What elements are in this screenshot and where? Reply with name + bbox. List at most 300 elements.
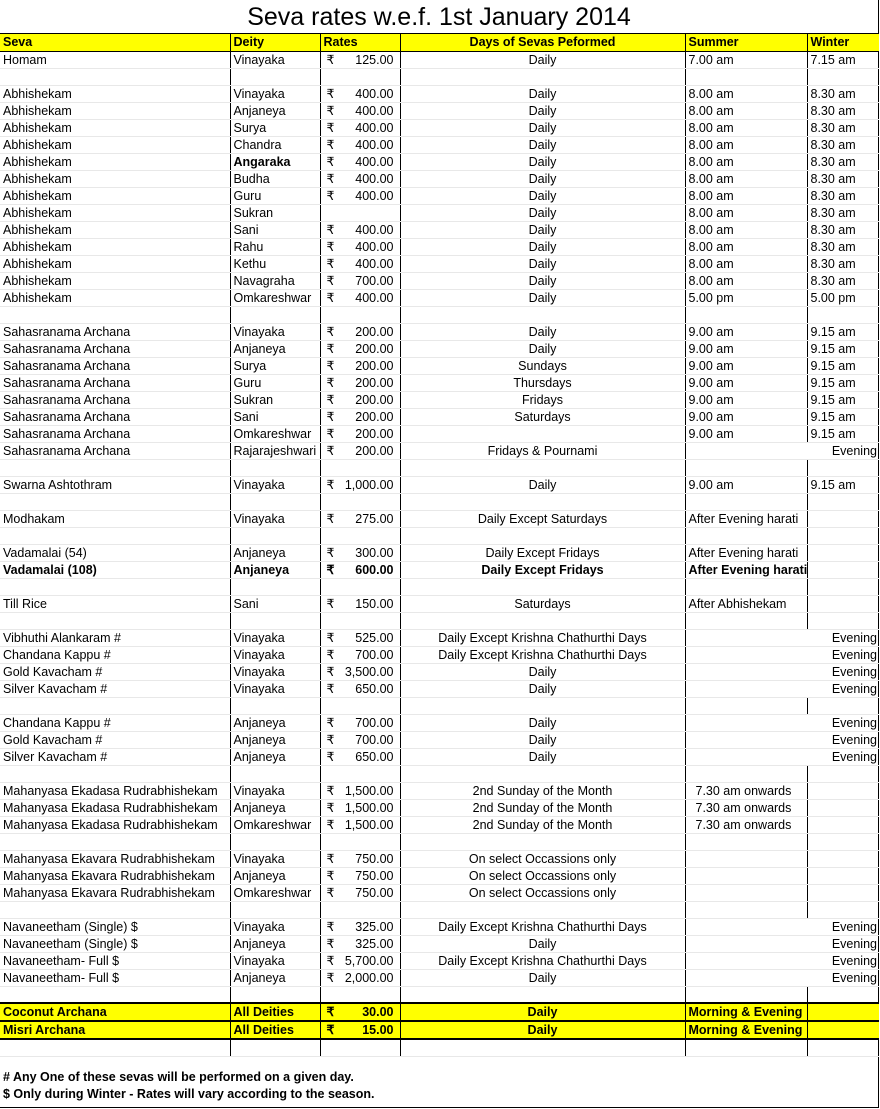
seva-cell: Navaneetham (Single) $ (0, 918, 230, 935)
rupee-icon: ₹ (326, 477, 335, 492)
rupee-icon: ₹ (326, 545, 335, 560)
timing-evening-cell: Evening (685, 935, 879, 952)
empty-cell (685, 901, 807, 918)
rate-cell (320, 323, 400, 340)
rupee-icon: ₹ (326, 443, 335, 458)
rupee-icon: ₹ (326, 239, 335, 254)
empty-cell (230, 578, 320, 595)
seva-cell: Abhishekam (0, 238, 230, 255)
rupee-icon: ₹ (326, 290, 335, 305)
empty-cell (0, 986, 230, 1003)
rate-amount: 200.00 (355, 358, 394, 373)
deity-cell: Navagraha (230, 272, 320, 289)
table-row (0, 136, 879, 153)
deity-cell: Anjaneya (230, 102, 320, 119)
seva-cell: Abhishekam (0, 102, 230, 119)
empty-cell (320, 901, 400, 918)
rate-cell (320, 85, 400, 102)
seva-cell: Mahanyasa Ekadasa Rudrabhishekam (0, 799, 230, 816)
table-row (0, 340, 879, 357)
summer-cell: 9.00 am (685, 374, 807, 391)
table-row (0, 816, 879, 833)
rupee-icon: ₹ (326, 681, 335, 696)
rate-cell (320, 357, 400, 374)
rupee-icon: ₹ (326, 426, 335, 441)
rate-amount: 200.00 (355, 324, 394, 339)
days-cell: Daily Except Saturdays (400, 510, 685, 527)
winter-cell: 7.15 am (807, 51, 879, 68)
rate-cell (320, 272, 400, 289)
deity-cell: Vinayaka (230, 680, 320, 697)
empty-cell (807, 527, 879, 544)
rate-cell (320, 255, 400, 272)
rate-cell (320, 935, 400, 952)
empty-cell (0, 527, 230, 544)
timing-evening-cell: Evening (685, 663, 879, 680)
empty-cell (320, 527, 400, 544)
timing-evening-cell: Evening (685, 714, 879, 731)
empty-cell (320, 1039, 400, 1056)
rupee-icon: ₹ (326, 273, 335, 288)
summer-cell: 8.00 am (685, 119, 807, 136)
days-cell: Daily (400, 714, 685, 731)
rupee-icon: ₹ (326, 596, 335, 611)
blank-row (0, 459, 879, 476)
rate-cell (320, 595, 400, 612)
rate-cell (320, 170, 400, 187)
empty-cell (685, 612, 807, 629)
deity-cell: Vinayaka (230, 918, 320, 935)
rate-amount: 650.00 (355, 749, 394, 764)
days-cell: 2nd Sunday of the Month (400, 799, 685, 816)
rupee-icon: ₹ (326, 732, 335, 747)
rate-amount: 200.00 (355, 426, 394, 441)
seva-cell: Silver Kavacham # (0, 748, 230, 765)
rate-amount: 400.00 (355, 103, 394, 118)
deity-cell: Guru (230, 187, 320, 204)
blank-row (0, 68, 879, 85)
days-cell: Daily (400, 255, 685, 272)
empty-cell (230, 493, 320, 510)
empty-cell (230, 527, 320, 544)
empty-cell (807, 765, 879, 782)
empty-cell (0, 833, 230, 850)
rate-amount: 400.00 (355, 188, 394, 203)
rupee-icon: ₹ (326, 375, 335, 390)
rupee-icon: ₹ (326, 137, 335, 152)
winter-cell: 5.00 pm (807, 289, 879, 306)
rupee-icon: ₹ (326, 120, 335, 135)
winter-cell (807, 1021, 879, 1039)
rate-amount: 325.00 (355, 919, 394, 934)
days-cell: Daily (400, 935, 685, 952)
table-row (0, 272, 879, 289)
summer-cell: 7.30 am onwards (685, 799, 807, 816)
rate-cell (320, 476, 400, 493)
rupee-icon: ₹ (326, 936, 335, 951)
winter-cell: 8.30 am (807, 221, 879, 238)
rate-cell (320, 663, 400, 680)
days-cell: Daily (400, 748, 685, 765)
empty-cell (685, 527, 807, 544)
blank-row (0, 527, 879, 544)
days-cell: Daily Except Krishna Chathurthi Days (400, 646, 685, 663)
table-row (0, 391, 879, 408)
days-cell: Daily (400, 1003, 685, 1021)
deity-cell: Vinayaka (230, 850, 320, 867)
rate-amount: 700.00 (355, 732, 394, 747)
seva-cell: Mahanyasa Ekavara Rudrabhishekam (0, 867, 230, 884)
deity-cell: Rajarajeshwari (230, 442, 320, 459)
empty-cell (0, 697, 230, 714)
timing-evening-cell: Evening (685, 646, 879, 663)
empty-cell (230, 901, 320, 918)
seva-cell: Navaneetham- Full $ (0, 952, 230, 969)
rupee-icon: ₹ (326, 1005, 335, 1019)
timing-evening-cell: Evening (685, 748, 879, 765)
seva-cell: Sahasranama Archana (0, 425, 230, 442)
rate-cell (320, 153, 400, 170)
rate-amount: 400.00 (355, 239, 394, 254)
empty-cell (807, 459, 879, 476)
deity-cell: Omkareshwar (230, 884, 320, 901)
deity-cell: Omkareshwar (230, 425, 320, 442)
blank-row (0, 697, 879, 714)
empty-cell (230, 306, 320, 323)
summer-cell: 7.00 am (685, 51, 807, 68)
table-row (0, 1021, 879, 1039)
winter-cell: 8.30 am (807, 255, 879, 272)
winter-cell (807, 850, 879, 867)
days-cell: Daily (400, 272, 685, 289)
summer-cell: 9.00 am (685, 425, 807, 442)
timing-evening-cell: Evening (685, 969, 879, 986)
empty-cell (807, 986, 879, 1003)
days-cell: Daily Except Fridays (400, 561, 685, 578)
empty-cell (685, 493, 807, 510)
winter-cell: 9.15 am (807, 425, 879, 442)
deity-cell: Vinayaka (230, 646, 320, 663)
notes-table (0, 1069, 879, 1103)
rupee-icon: ₹ (326, 647, 335, 662)
table-row (0, 748, 879, 765)
empty-cell (320, 493, 400, 510)
table-row (0, 357, 879, 374)
rate-cell (320, 289, 400, 306)
deity-cell: Sukran (230, 391, 320, 408)
table-row (0, 731, 879, 748)
summer-cell: 9.00 am (685, 476, 807, 493)
empty-cell (0, 765, 230, 782)
deity-cell: Chandra (230, 136, 320, 153)
empty-cell (320, 578, 400, 595)
rate-amount: 400.00 (355, 86, 394, 101)
seva-cell: Chandana Kappu # (0, 714, 230, 731)
table-row (0, 119, 879, 136)
seva-cell: Abhishekam (0, 187, 230, 204)
empty-cell (400, 68, 685, 85)
deity-cell: Sani (230, 595, 320, 612)
table-row (0, 204, 879, 221)
seva-cell: Sahasranama Archana (0, 374, 230, 391)
table-row (0, 918, 879, 935)
rupee-icon: ₹ (326, 256, 335, 271)
rate-cell (320, 969, 400, 986)
winter-cell (807, 799, 879, 816)
winter-cell: 9.15 am (807, 374, 879, 391)
empty-cell (230, 612, 320, 629)
empty-cell (807, 901, 879, 918)
empty-cell (400, 1039, 685, 1056)
rate-amount: 400.00 (355, 120, 394, 135)
empty-cell (0, 493, 230, 510)
table-row (0, 714, 879, 731)
days-cell: Daily (400, 476, 685, 493)
deity-cell: Anjaneya (230, 561, 320, 578)
summer-cell: 8.00 am (685, 85, 807, 102)
days-cell: 2nd Sunday of the Month (400, 816, 685, 833)
winter-cell: 8.30 am (807, 102, 879, 119)
table-row (0, 102, 879, 119)
summer-cell: 8.00 am (685, 204, 807, 221)
empty-cell (0, 578, 230, 595)
seva-cell: Abhishekam (0, 170, 230, 187)
rupee-icon: ₹ (326, 324, 335, 339)
summer-cell: 8.00 am (685, 170, 807, 187)
rupee-icon: ₹ (326, 970, 335, 985)
rate-cell (320, 561, 400, 578)
seva-cell: Swarna Ashtothram (0, 476, 230, 493)
seva-cell: Modhakam (0, 510, 230, 527)
header-days: Days of Sevas Peformed (400, 34, 685, 51)
seva-cell: Abhishekam (0, 204, 230, 221)
table-row (0, 425, 879, 442)
summer-cell: After Evening harati (685, 561, 807, 578)
summer-cell: 8.00 am (685, 102, 807, 119)
rate-cell (320, 680, 400, 697)
seva-cell: Sahasranama Archana (0, 340, 230, 357)
rupee-icon: ₹ (326, 1023, 335, 1037)
deity-cell: Omkareshwar (230, 289, 320, 306)
seva-cell: Abhishekam (0, 136, 230, 153)
blank-row (0, 986, 879, 1003)
days-cell: Daily Except Fridays (400, 544, 685, 561)
deity-cell: Sukran (230, 204, 320, 221)
rupee-icon: ₹ (326, 341, 335, 356)
table-row (0, 544, 879, 561)
deity-cell: Rahu (230, 238, 320, 255)
winter-cell: 8.30 am (807, 204, 879, 221)
seva-cell: Abhishekam (0, 255, 230, 272)
empty-cell (320, 612, 400, 629)
table-row (0, 323, 879, 340)
seva-cell: Silver Kavacham # (0, 680, 230, 697)
empty-cell (320, 68, 400, 85)
winter-cell (807, 816, 879, 833)
days-cell: 2nd Sunday of the Month (400, 782, 685, 799)
winter-cell (807, 595, 879, 612)
seva-cell: Coconut Archana (0, 1003, 230, 1021)
days-cell: Daily (400, 731, 685, 748)
table-row (0, 935, 879, 952)
days-cell: Thursdays (400, 374, 685, 391)
summer-cell: 8.00 am (685, 272, 807, 289)
rate-cell (320, 1021, 400, 1039)
rate-cell (320, 408, 400, 425)
winter-cell: 8.30 am (807, 272, 879, 289)
summer-cell (685, 884, 807, 901)
rate-cell (320, 731, 400, 748)
table-body (0, 51, 879, 1056)
table-row (0, 442, 879, 459)
rate-amount: 200.00 (355, 409, 394, 424)
rate-cell (320, 51, 400, 68)
rupee-icon: ₹ (326, 562, 335, 577)
days-cell: On select Occassions only (400, 884, 685, 901)
table-row (0, 1003, 879, 1021)
empty-cell (0, 612, 230, 629)
note-row (0, 1086, 879, 1103)
rate-cell (320, 918, 400, 935)
rate-cell (320, 799, 400, 816)
rate-cell (320, 850, 400, 867)
winter-cell: 9.15 am (807, 323, 879, 340)
rate-amount: 400.00 (355, 154, 394, 169)
days-cell: Daily (400, 340, 685, 357)
winter-cell: 9.15 am (807, 357, 879, 374)
deity-cell: Sani (230, 408, 320, 425)
winter-cell: 9.15 am (807, 340, 879, 357)
rate-amount: 700.00 (355, 273, 394, 288)
rupee-icon: ₹ (326, 171, 335, 186)
summer-cell: 9.00 am (685, 391, 807, 408)
empty-cell (807, 1039, 879, 1056)
header-rates: Rates (320, 34, 400, 51)
rate-amount: 1,500.00 (344, 817, 394, 832)
empty-cell (230, 68, 320, 85)
empty-cell (320, 833, 400, 850)
rate-amount: 750.00 (355, 868, 394, 883)
seva-cell: Mahanyasa Ekadasa Rudrabhishekam (0, 782, 230, 799)
table-row (0, 255, 879, 272)
table-row (0, 170, 879, 187)
days-cell: Daily (400, 102, 685, 119)
seva-cell: Sahasranama Archana (0, 391, 230, 408)
seva-cell: Navaneetham (Single) $ (0, 935, 230, 952)
winter-cell (807, 510, 879, 527)
table-row (0, 867, 879, 884)
seva-cell: Mahanyasa Ekadasa Rudrabhishekam (0, 816, 230, 833)
rupee-icon: ₹ (326, 222, 335, 237)
empty-cell (0, 306, 230, 323)
deity-cell: Vinayaka (230, 476, 320, 493)
table-row (0, 561, 879, 578)
empty-cell (0, 1039, 230, 1056)
rate-amount: 325.00 (355, 936, 394, 951)
winter-cell: 8.30 am (807, 153, 879, 170)
summer-cell: 9.00 am (685, 357, 807, 374)
days-cell: Daily (400, 663, 685, 680)
deity-cell: Anjaneya (230, 544, 320, 561)
winter-cell: 8.30 am (807, 85, 879, 102)
rupee-icon: ₹ (326, 52, 335, 67)
deity-cell: Anjaneya (230, 340, 320, 357)
rupee-icon: ₹ (326, 919, 335, 934)
table-row (0, 221, 879, 238)
table-row (0, 187, 879, 204)
rate-amount: 400.00 (355, 171, 394, 186)
rupee-icon: ₹ (326, 154, 335, 169)
days-cell: Daily (400, 323, 685, 340)
winter-cell (807, 867, 879, 884)
summer-cell: After Evening harati (685, 510, 807, 527)
rupee-icon: ₹ (326, 511, 335, 526)
summer-cell: 7.30 am onwards (685, 782, 807, 799)
empty-cell (807, 306, 879, 323)
table-row (0, 476, 879, 493)
winter-cell: 9.15 am (807, 408, 879, 425)
days-cell: Fridays (400, 391, 685, 408)
rate-amount: 3,500.00 (344, 664, 394, 679)
rupee-icon: ₹ (326, 86, 335, 101)
header-summer: Summer (685, 34, 807, 51)
empty-cell (320, 306, 400, 323)
days-cell: Daily (400, 238, 685, 255)
deity-cell: Vinayaka (230, 952, 320, 969)
rupee-icon: ₹ (326, 103, 335, 118)
empty-cell (685, 765, 807, 782)
seva-cell: Vibhuthi Alankaram # (0, 629, 230, 646)
table-row (0, 799, 879, 816)
rate-cell (320, 221, 400, 238)
seva-cell: Till Rice (0, 595, 230, 612)
winter-cell (807, 544, 879, 561)
rate-amount: 700.00 (355, 715, 394, 730)
empty-cell (400, 765, 685, 782)
days-cell: Daily (400, 136, 685, 153)
days-cell: Daily (400, 85, 685, 102)
empty-cell (400, 527, 685, 544)
rate-cell (320, 544, 400, 561)
rupee-icon: ₹ (326, 868, 335, 883)
rate-cell (320, 1003, 400, 1021)
deity-cell: Surya (230, 119, 320, 136)
rate-amount: 15.00 (362, 1023, 394, 1037)
rate-amount: 2,000.00 (344, 970, 394, 985)
blank-row (0, 1039, 879, 1056)
empty-cell (230, 833, 320, 850)
rate-cell (320, 442, 400, 459)
table-row (0, 238, 879, 255)
rate-cell (320, 782, 400, 799)
rate-cell (320, 425, 400, 442)
seva-cell: Vadamalai (54) (0, 544, 230, 561)
timing-evening-cell: Evening (685, 918, 879, 935)
summer-cell: Morning & Evening (685, 1003, 807, 1021)
header-seva: Seva (0, 34, 230, 51)
empty-cell (685, 697, 807, 714)
empty-cell (685, 1039, 807, 1056)
empty-cell (320, 459, 400, 476)
rate-cell (320, 510, 400, 527)
empty-cell (230, 697, 320, 714)
empty-cell (807, 612, 879, 629)
days-cell: Saturdays (400, 408, 685, 425)
rate-cell (320, 714, 400, 731)
empty-cell (0, 901, 230, 918)
empty-cell (400, 612, 685, 629)
empty-cell (685, 306, 807, 323)
